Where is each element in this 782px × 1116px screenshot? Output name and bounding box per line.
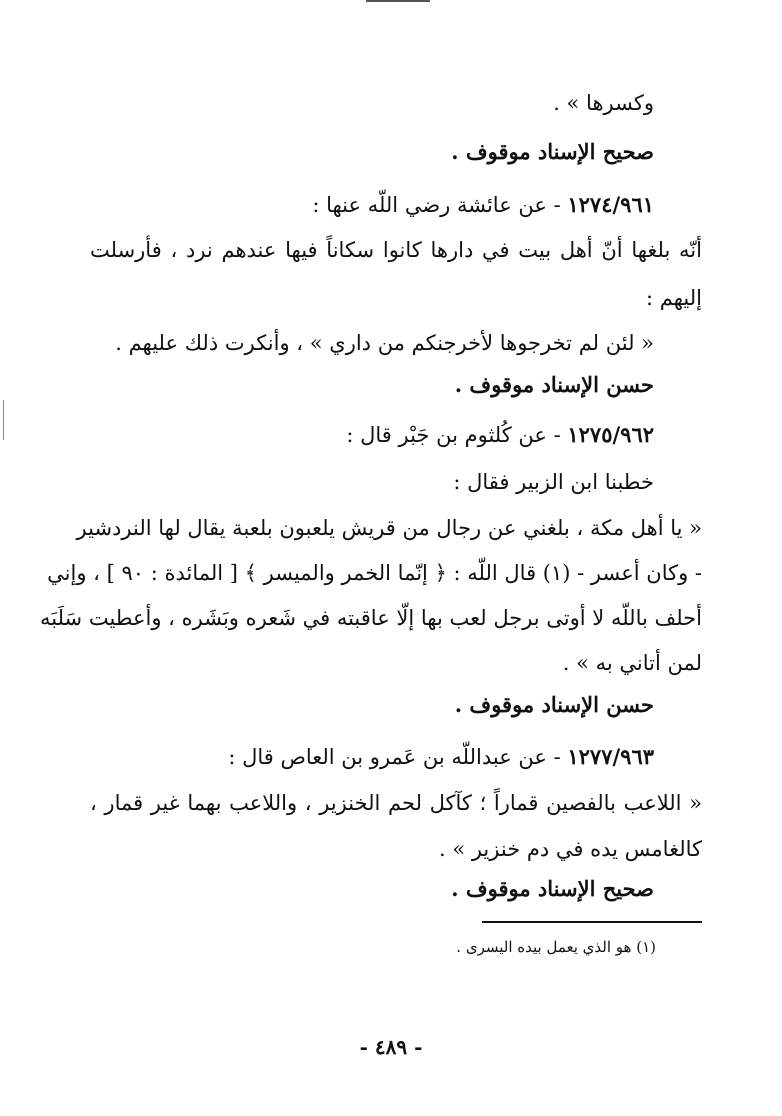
hadith-narrator: - عن كُلثوم بن جَبْر قال : — [346, 423, 568, 447]
hadith-narrator: - عن عائشة رضي اللّه عنها : — [312, 193, 568, 217]
footnote-rule — [482, 921, 702, 923]
grading-line: حسن الإسناد موقوف . — [454, 692, 654, 717]
hadith-heading-961 — [90, 190, 654, 220]
body-line: وكسرها » . — [553, 91, 654, 115]
body-line: أحلف باللّه لا أوتى برجل لعب بها إلّا عاقبته في شَعره وبَشَره ، وأعطيت سَلَبَه — [40, 606, 702, 630]
grading-line: صحيح الإسناد موقوف . — [451, 139, 654, 164]
scan-edge-mark — [3, 400, 4, 440]
hadith-number: ١٢٧٤/٩٦١ — [567, 192, 654, 217]
body-line: « لئن لم تخرجوها لأخرجنكم من داري » ، وأنكرت ذلك عليهم . — [115, 331, 654, 355]
body-line: - وكان أعسر - (١) قال اللّه : ﴿ إنّما الخمر والميسر ﴾ [ المائدة : ٩٠ ] ، وإني — [47, 561, 702, 585]
body-line: إليهم : — [646, 286, 702, 310]
hadith-heading-962 — [90, 420, 654, 450]
top-rule — [366, 0, 430, 2]
body-line: « يا أهل مكة ، بلغني عن رجال من قريش يلعبون بلعبة يقال لها النردشير — [76, 516, 702, 540]
hadith-narrator: - عن عبداللّه بن عَمرو بن العاص قال : — [228, 745, 568, 769]
hadith-heading-963 — [90, 742, 654, 772]
body-line: « اللاعب بالفصين قماراً ؛ كآكل لحم الخنزير ، واللاعب بهما غير قمار ، — [90, 791, 702, 815]
hadith-number: ١٢٧٥/٩٦٢ — [567, 422, 654, 447]
body-line: لمن أتاني به » . — [562, 651, 702, 675]
page-number: - ٤٨٩ - — [359, 1035, 423, 1059]
body-line: كالغامس يده في دم خنزير » . — [438, 837, 702, 861]
footnote: (١) هو الذي يعمل بيده اليسرى . — [456, 938, 656, 956]
hadith-number: ١٢٧٧/٩٦٣ — [567, 744, 654, 769]
grading-line: صحيح الإسناد موقوف . — [451, 876, 654, 901]
body-line: خطبنا ابن الزبير فقال : — [453, 470, 654, 494]
grading-line: حسن الإسناد موقوف . — [454, 372, 654, 397]
body-line: أنّه بلغها أنّ أهل بيت في دارها كانوا سكاناً فيها عندهم نرد ، فأرسلت — [90, 238, 702, 262]
